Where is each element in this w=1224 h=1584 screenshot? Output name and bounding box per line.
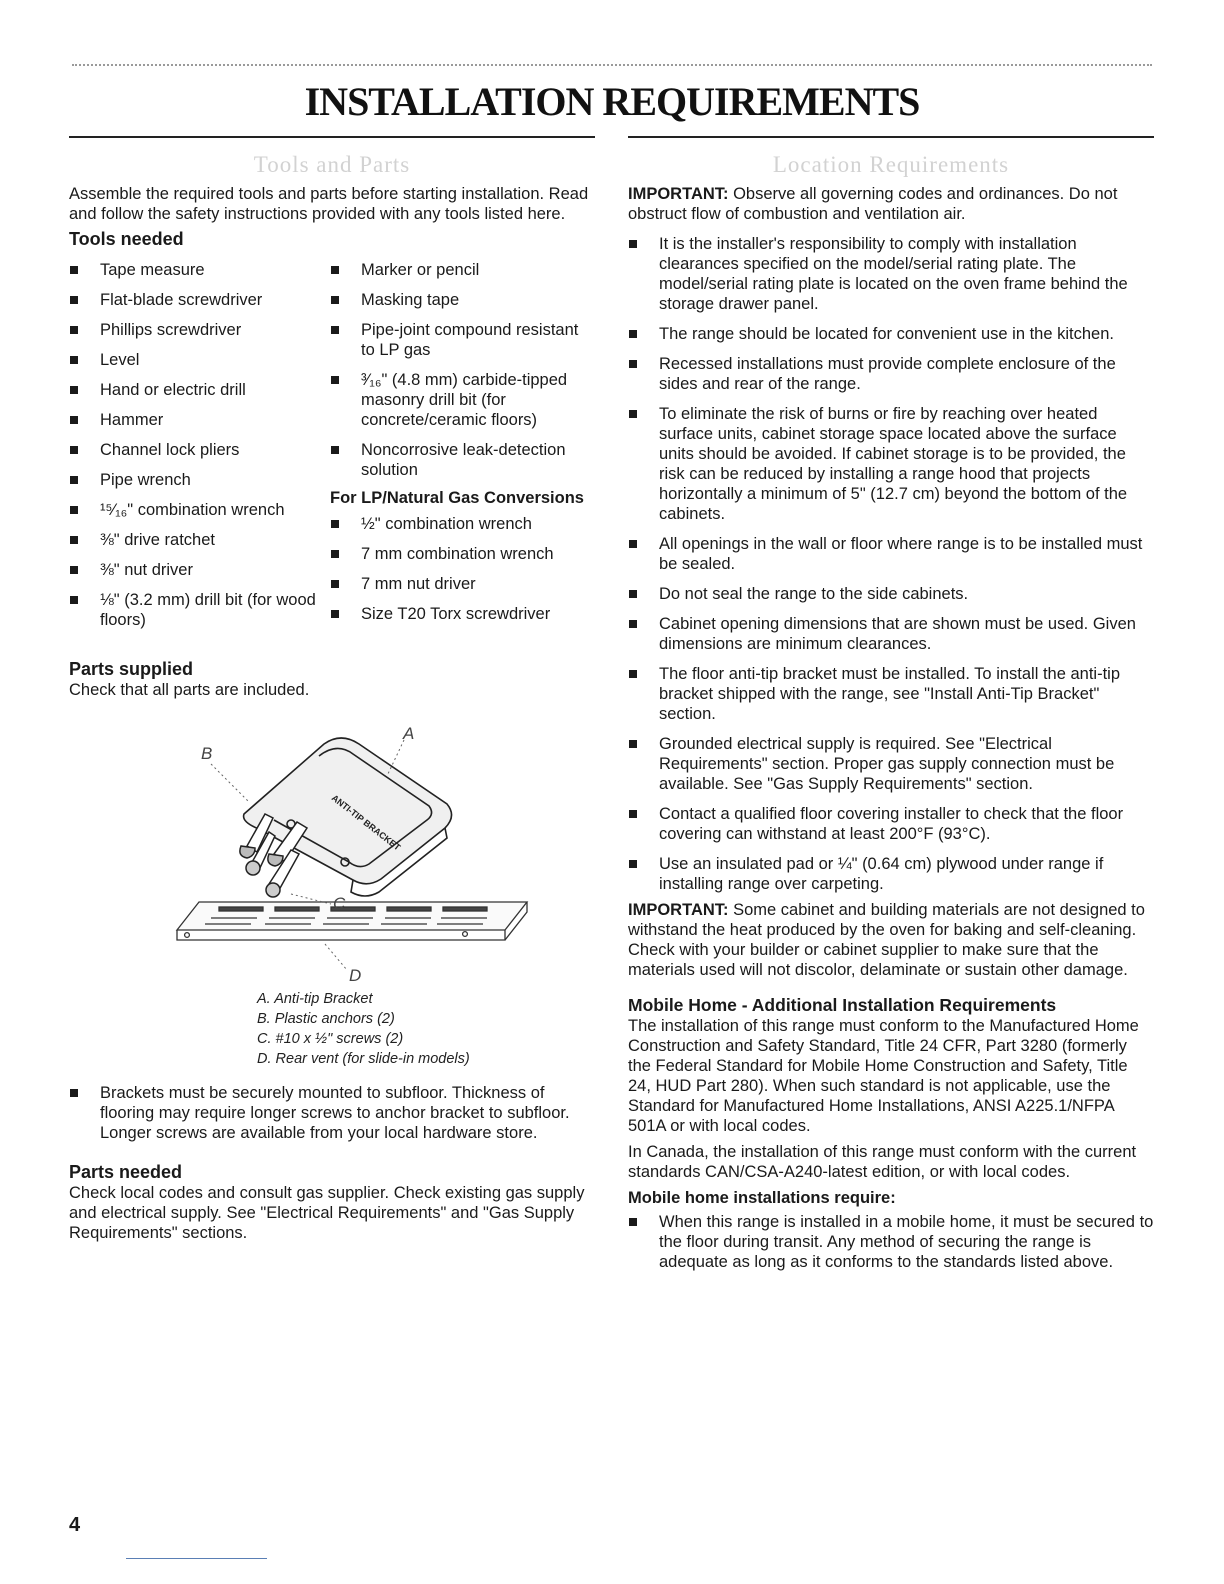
list-item: It is the installer's responsibility to comply with installation clearances specified on the model/serial rating plate. The model/serial rating plate is located on the oven frame behind the storage drawer panel. xyxy=(628,234,1154,314)
list-item: Level xyxy=(69,350,330,370)
parts-drawing xyxy=(69,704,595,989)
list-item: Pipe wrench xyxy=(69,470,330,490)
list-item: Recessed installations must provide complete enclosure of the sides and rear of the range. xyxy=(628,354,1154,394)
list-item: Tape measure xyxy=(69,260,330,280)
parts-supplied-text: Check that all parts are included. xyxy=(69,681,310,699)
location-heading: Location Requirements xyxy=(772,152,1010,177)
anti-tip-bracket-drawing xyxy=(244,738,452,896)
legend-item: B. Plastic anchors (2) xyxy=(257,1011,395,1027)
tools-grid xyxy=(69,260,595,640)
parts-needed-heading: Parts needed xyxy=(69,1162,183,1182)
important-note-1 xyxy=(628,184,1154,224)
important-label: IMPORTANT: xyxy=(628,901,729,919)
mobile-home-text-1: The installation of this range must conform to the Manufactured Home Construction and Safety Standard, Title 24 CFR, Part 3280 (formerly the Federal Standard for Mobile Home Construction and Safety, Title 24, HUD Part 280). When such standard is not applicable, use the Standard for Manufactured Home Installations, ANSI A225.1/NFPA 501A or with local codes. xyxy=(628,1017,1139,1135)
list-item: Flat-blade screwdriver xyxy=(69,290,330,310)
list-item: Noncorrosive leak-detection solution xyxy=(330,440,595,480)
list-item: ⅜" nut driver xyxy=(69,560,330,580)
legend-item: C. #10 x ½" screws (2) xyxy=(257,1031,404,1047)
list-item: Hammer xyxy=(69,410,330,430)
mobile-requirements-heading: Mobile home installations require: xyxy=(628,1189,896,1207)
tools-intro: Assemble the required tools and parts before starting installation. Read and follow the safety instructions provided with any tools listed here. xyxy=(69,185,589,223)
list-item: 7 mm combination wrench xyxy=(330,544,595,564)
location-column xyxy=(628,136,1154,1282)
list-item: ⅜" drive ratchet xyxy=(69,530,330,550)
lp-conversions-heading: For LP/Natural Gas Conversions xyxy=(330,489,584,507)
mobile-home-heading: Mobile Home - Additional Installation Requirements xyxy=(628,995,1057,1015)
parts-needed-text: Check local codes and consult gas supplier. Check existing gas supply and electrical supply. See "Electrical Requirements" and "Gas Supply Requirements" sections. xyxy=(69,1184,585,1242)
mobile-requirements-list xyxy=(628,1212,1154,1272)
footer-link-underline xyxy=(126,1558,267,1559)
list-item: Hand or electric drill xyxy=(69,380,330,400)
tools-list-col1 xyxy=(69,260,330,640)
important-text: Some cabinet and building materials are not designed to withstand the heat produced by the oven for baking and self-cleaning. Check with your builder or cabinet supplier to make sure that the materials used will not discolor, delaminate or sustain other damage. xyxy=(628,901,1145,979)
callout-b: B xyxy=(201,744,213,763)
page-title: INSTALLATION REQUIREMENTS xyxy=(304,79,920,124)
important-label: IMPORTANT: xyxy=(628,185,729,203)
list-item: ⅛" (3.2 mm) drill bit (for wood floors) xyxy=(69,590,330,630)
list-item: Cabinet opening dimensions that are shown must be used. Given dimensions are minimum clearances. xyxy=(628,614,1154,654)
location-list xyxy=(628,234,1154,894)
page-number: 4 xyxy=(69,1514,81,1536)
list-item: ¹⁵⁄₁₆" combination wrench xyxy=(69,500,330,520)
rear-vent-drawing xyxy=(177,902,527,940)
list-item: ½" combination wrench xyxy=(330,514,595,534)
tools-parts-column xyxy=(69,136,595,1247)
list-item: Do not seal the range to the side cabinets. xyxy=(628,584,1154,604)
callout-d: D xyxy=(349,966,362,985)
list-item: Phillips screwdriver xyxy=(69,320,330,340)
important-note-2 xyxy=(628,900,1154,980)
parts-illustration xyxy=(69,704,595,989)
mobile-home-text-2: In Canada, the installation of this range must conform with the current standards CAN/CSA-A240-latest edition, or with local codes. xyxy=(628,1143,1137,1181)
list-item: Pipe-joint compound resistant to LP gas xyxy=(330,320,595,360)
bracket-note: Brackets must be securely mounted to subfloor. Thickness of flooring may require longer screws to anchor bracket to subfloor. Longer screws are available from your local hardware store. xyxy=(69,1083,595,1143)
tools-list-col2 xyxy=(330,260,595,640)
legend-item: A. Anti-tip Bracket xyxy=(257,991,373,1007)
list-item: Use an insulated pad or ¼" (0.64 cm) plywood under range if installing range over carpeting. xyxy=(628,854,1154,894)
bracket-stamp: ANTI-TIP BRACKET xyxy=(329,792,403,853)
tools-needed-heading: Tools needed xyxy=(69,229,184,249)
important-text: Observe all governing codes and ordinances. Do not obstruct flow of combustion and ventilation air. xyxy=(628,185,1118,223)
list-item: Channel lock pliers xyxy=(69,440,330,460)
legend-item: D. Rear vent (for slide-in models) xyxy=(257,1051,470,1067)
list-item: Masking tape xyxy=(330,290,595,310)
parts-legend xyxy=(257,989,595,1069)
parts-supplied-heading: Parts supplied xyxy=(69,659,194,679)
right-column-rule xyxy=(628,136,1154,138)
list-item: Contact a qualified floor covering installer to check that the floor covering can withstand at least 200°F (93°C). xyxy=(628,804,1154,844)
list-item: The range should be located for convenient use in the kitchen. xyxy=(628,324,1154,344)
list-item: All openings in the wall or floor where range is to be installed must be sealed. xyxy=(628,534,1154,574)
callout-c: C xyxy=(333,894,346,913)
callout-a: A xyxy=(403,724,415,743)
list-item: Size T20 Torx screwdriver xyxy=(330,604,595,624)
list-item: The floor anti-tip bracket must be installed. To install the anti-tip bracket shipped with the range, see "Install Anti-Tip Bracket" section. xyxy=(628,664,1154,724)
list-item: To eliminate the risk of burns or fire by reaching over heated surface units, cabinet storage space located above the surface units should be avoided. If cabinet storage is to be provided, the risk can be reduced by installing a range hood that projects horizontally a minimum of 5" (12.7 cm) beyond the bottom of the cabinets. xyxy=(628,404,1154,524)
list-item: When this range is installed in a mobile home, it must be secured to the floor during transit. Any method of securing the range is adequate as long as it conforms to the standards listed above. xyxy=(628,1212,1154,1272)
top-dotted-rule xyxy=(72,64,1152,66)
bracket-note-list xyxy=(69,1083,595,1143)
list-item: Grounded electrical supply is required. See "Electrical Requirements" section. Proper gas supply connection must be available. See "Gas Supply Requirements" section. xyxy=(628,734,1154,794)
list-item: 7 mm nut driver xyxy=(330,574,595,594)
left-column-rule xyxy=(69,136,595,138)
list-item: ³⁄₁₆" (4.8 mm) carbide-tipped masonry drill bit (for concrete/ceramic floors) xyxy=(330,370,595,430)
list-item: Marker or pencil xyxy=(330,260,595,280)
tools-parts-heading: Tools and Parts xyxy=(253,152,411,177)
